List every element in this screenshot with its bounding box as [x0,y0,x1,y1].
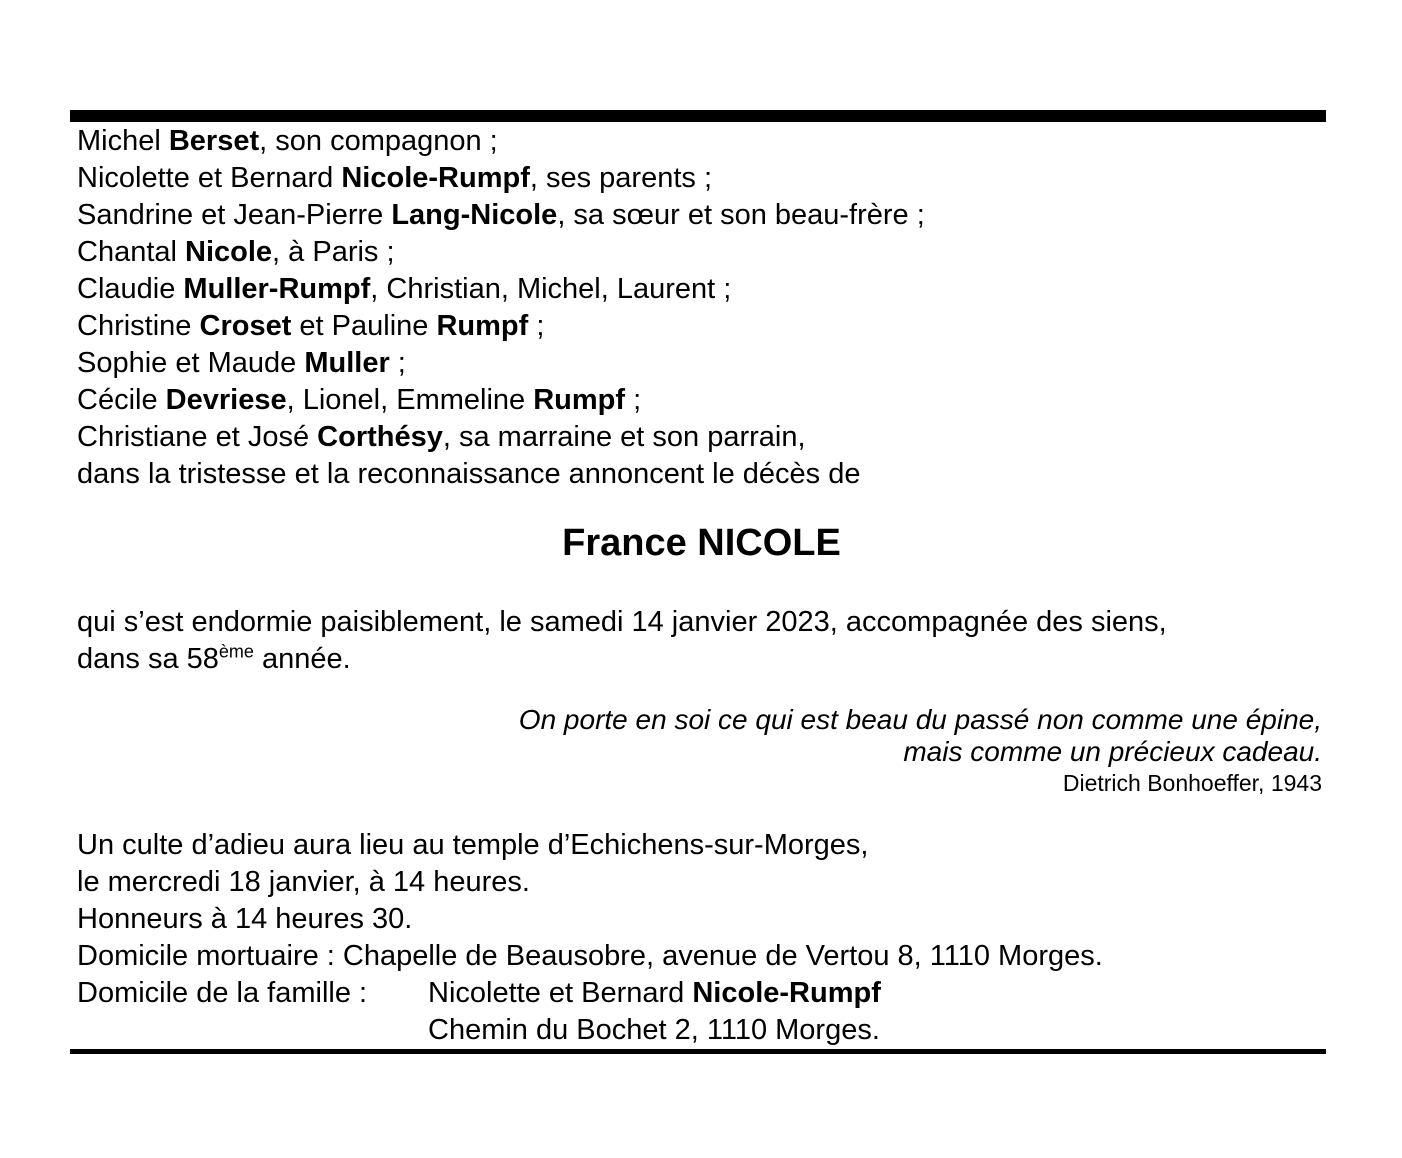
family-line-text: ; [625,384,642,416]
family-line [77,345,1326,382]
family-line-text: Sophie et Maude [77,347,305,379]
ceremony-line-service: Un culte d’adieu aura lieu au temple d’Echichens-sur-Morges, [77,829,869,861]
family-line-text: Sandrine et Jean-Pierre [77,199,392,231]
family-line-text: , son compagnon ; [259,125,498,157]
family-line-text: Christine [77,310,200,342]
family-line-text: Michel [77,125,169,157]
death-paragraph-line2 [77,641,1326,678]
family-line-text: , Christian, Michel, Laurent ; [370,273,732,305]
family-name-bold: Lang-Nicole [391,199,558,231]
family-line [77,271,1326,308]
family-line-text: Cécile [77,384,166,416]
family-line-text: , sa marraine et son parrain, [442,421,806,453]
family-name-bold: Berset [168,125,260,157]
obituary-document [70,0,1326,1054]
family-name-bold: Muller-Rumpf [183,273,371,305]
death-paragraph-line2-text: dans sa 58 [77,643,219,675]
family-line [77,123,1326,160]
family-line-text: Christiane et José [77,421,318,453]
family-line [77,308,1326,345]
family-name-bold: Rumpf [533,384,626,416]
family-home-line1 [77,975,1326,1012]
family-line-text: Chantal [77,236,186,268]
ceremony-line-date: le mercredi 18 janvier, à 14 heures. [77,866,530,898]
family-home-label: Domicile de la famille : [77,977,368,1009]
quote-attribution: Dietrich Bonhoeffer, 1943 [1062,770,1322,796]
family-line-text: et Pauline [291,310,437,342]
ceremony-line-honors: Honneurs à 14 heures 30. [77,903,413,935]
family-block [70,123,1326,493]
family-line-text: , sa sœur et son beau-frère ; [557,199,925,231]
quote-line: mais comme un précieux cadeau. [903,736,1322,767]
deceased-name: France NICOLE [562,522,841,564]
family-name-bold: Rumpf [436,310,529,342]
family-name-bold: Nicole [185,236,273,268]
ceremony-details [70,827,1326,1049]
family-line-text: ; [528,310,545,342]
family-line [77,160,1326,197]
family-line [77,197,1326,234]
top-rule [70,110,1326,122]
family-name-bold: Muller [304,347,390,379]
family-home-line2: Chemin du Bochet 2, 1110 Morges. [428,1014,880,1046]
family-line [77,234,1326,271]
bottom-rule [70,1049,1326,1054]
quote-line: On porte en soi ce qui est beau du passé non comme une épine, [518,704,1322,735]
family-line [77,419,1326,456]
announcement-text: dans la tristesse et la reconnaissance annoncent le décès de [77,458,861,490]
family-name-bold: Nicole-Rumpf [341,162,530,194]
family-name-bold: Devriese [165,384,287,416]
ordinal-suffix: ème [218,641,254,662]
death-paragraph [70,604,1326,678]
family-line-text: Claudie [77,273,184,305]
death-paragraph-line1: qui s’est endormie paisiblement, le samedi 14 janvier 2023, accompagnée des siens, [77,606,1167,638]
family-line-text: , à Paris ; [272,236,395,268]
family-name-bold: Corthésy [317,421,443,453]
memorial-quote [70,704,1326,798]
announcement-line [77,456,1326,493]
family-home-names: Nicolette et Bernard [428,977,693,1009]
family-home-name-bold: Nicole-Rumpf [692,977,881,1009]
family-line [77,382,1326,419]
death-paragraph-line2-text: année. [253,643,351,675]
family-line-text: , Lionel, Emmeline [286,384,534,416]
family-line-text: ; [389,347,406,379]
ceremony-line-mortuary: Domicile mortuaire : Chapelle de Beausobre, avenue de Vertou 8, 1110 Morges. [77,940,1103,972]
family-line-text: Nicolette et Bernard [77,162,342,194]
family-line-text: , ses parents ; [529,162,713,194]
family-name-bold: Croset [199,310,292,342]
